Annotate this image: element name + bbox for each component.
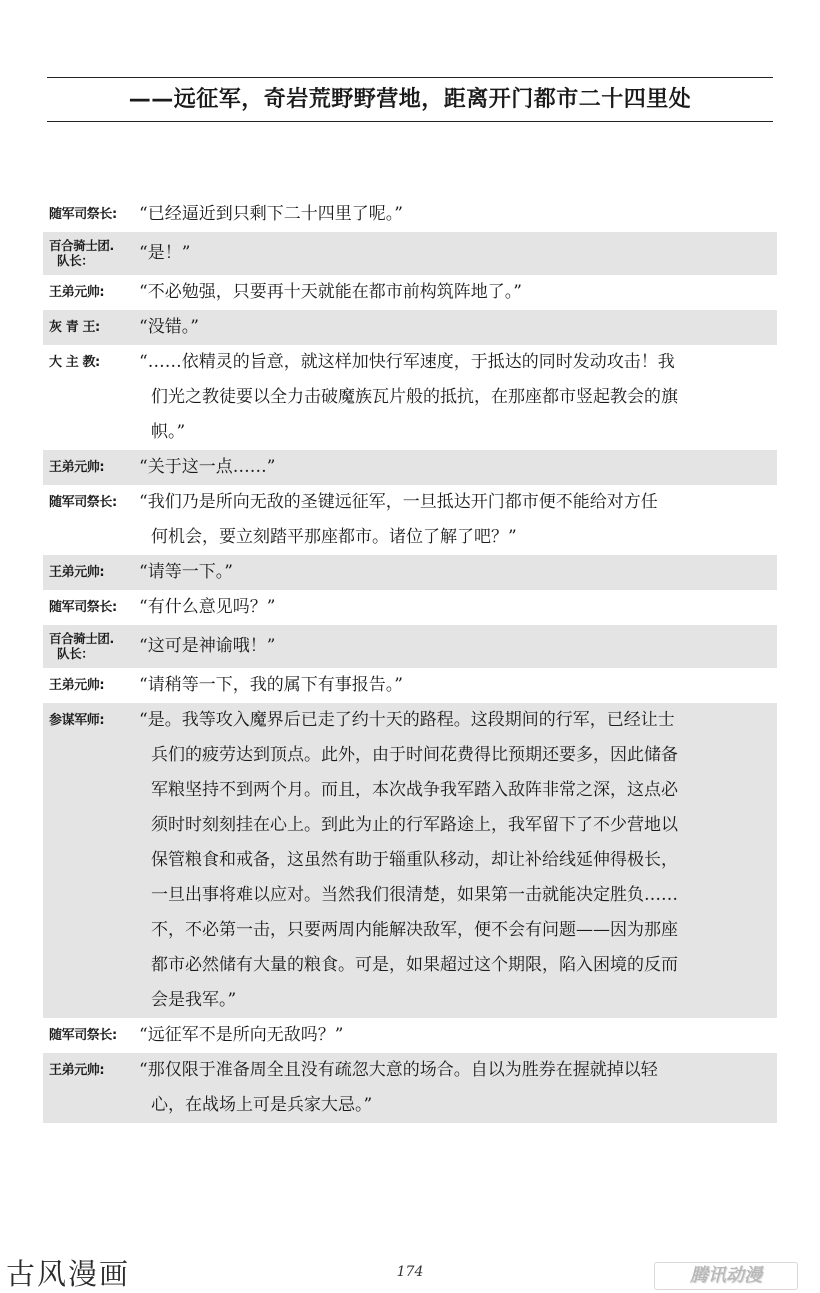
speaker-name-line: 王弟元帅: xyxy=(49,678,105,693)
dialogue-row xyxy=(43,555,777,590)
dialogue-line: “请等一下。” xyxy=(139,562,233,582)
speaker-name-line: 王弟元帅: xyxy=(49,460,105,475)
dialogue-line: “我们乃是所向无敌的圣键远征军，一旦抵达开门都市便不能给对方任 xyxy=(139,492,658,512)
speaker-name xyxy=(49,590,137,625)
dialogue-line: “这可是神谕哦！” xyxy=(139,636,276,656)
speaker-name-line: 百合骑士团. xyxy=(49,238,114,253)
speaker-name-line: 王弟元帅: xyxy=(49,565,105,580)
dialogue-row xyxy=(43,1053,777,1123)
speaker-name xyxy=(49,668,137,703)
dialogue-row xyxy=(43,197,777,232)
speaker-name-line: 随军司祭长: xyxy=(49,495,117,510)
dialogue-row xyxy=(43,668,777,703)
site-logo: 古风漫画 xyxy=(6,1257,131,1291)
dialogue-row xyxy=(43,590,777,625)
dialogue-line: 保管粮食和戒备，这虽然有助于辎重队移动，却让补给线延伸得极长， xyxy=(151,850,678,870)
dialogue-line: 们光之教徒要以全力击破魔族瓦片般的抵抗，在那座都市竖起教会的旗 xyxy=(151,387,678,407)
speaker-name-line: 灰 青 王: xyxy=(49,320,100,335)
dialogue-row xyxy=(43,275,777,310)
speaker-name xyxy=(49,450,137,485)
dialogue-line: 一旦出事将难以应对。当然我们很清楚，如果第一击就能决定胜负…… xyxy=(151,885,678,905)
dialogue-line: 兵们的疲劳达到顶点。此外，由于时间花费得比预期还要多，因此储备 xyxy=(151,745,678,765)
speaker-name-line: 队长： xyxy=(57,646,94,661)
speaker-name xyxy=(49,555,137,590)
dialogue-line: “已经逼近到只剩下二十四里了呢。” xyxy=(139,204,403,224)
speaker-name-line: 队长： xyxy=(57,253,94,268)
dialogue-list xyxy=(43,197,777,1123)
speaker-name-line: 王弟元帅: xyxy=(49,285,105,300)
speaker-name xyxy=(49,275,137,310)
speaker-name xyxy=(49,485,137,520)
dialogue-line: “那仅限于准备周全且没有疏忽大意的场合。自以为胜券在握就掉以轻 xyxy=(139,1060,658,1080)
speaker-name xyxy=(49,345,137,380)
dialogue-line: “请稍等一下，我的属下有事报告。” xyxy=(139,675,403,695)
dialogue-line: “没错。” xyxy=(139,317,199,337)
dialogue-row xyxy=(43,232,777,275)
dialogue-row xyxy=(43,345,777,450)
title-top-rule xyxy=(47,77,773,78)
dialogue-line: “不必勉强，只要再十天就能在都市前构筑阵地了。” xyxy=(139,282,522,302)
dialogue-line: 不，不必第一击，只要两周内能解决敌军，便不会有问题——因为那座 xyxy=(151,920,678,940)
speaker-name-line: 随军司祭长: xyxy=(49,207,117,222)
dialogue-line: “有什么意见吗？” xyxy=(139,597,276,617)
speaker-name-line: 百合骑士团. xyxy=(49,631,114,646)
dialogue-row xyxy=(43,485,777,555)
speaker-name-line: 随军司祭长: xyxy=(49,1028,117,1043)
dialogue-row xyxy=(43,450,777,485)
speaker-name-line: 王弟元帅: xyxy=(49,1063,105,1078)
dialogue-line: 帜。” xyxy=(151,422,186,442)
speaker-name xyxy=(49,310,137,345)
watermark-logo: 腾讯动漫 xyxy=(654,1262,798,1290)
dialogue-line: “是。我等攻入魔界后已走了约十天的路程。这段期间的行军，已经让士 xyxy=(139,710,675,730)
speaker-name xyxy=(49,1053,137,1088)
speaker-name-line: 参谋军师: xyxy=(49,713,105,728)
dialogue-row xyxy=(43,625,777,668)
speaker-name-line: 随军司祭长: xyxy=(49,600,117,615)
dialogue-line: 军粮坚持不到两个月。而且，本次战争我军踏入敌阵非常之深，这点必 xyxy=(151,780,678,800)
speaker-name xyxy=(49,703,137,738)
dialogue-line: “……依精灵的旨意，就这样加快行军速度，于抵达的同时发动攻击！我 xyxy=(139,352,675,372)
dialogue-line: “是！” xyxy=(139,243,191,263)
speaker-name xyxy=(49,625,137,661)
title-bottom-rule xyxy=(47,121,773,122)
page-number: 174 xyxy=(396,1264,424,1280)
dialogue-line: 心，在战场上可是兵家大忌。” xyxy=(151,1095,373,1115)
dialogue-row xyxy=(43,1018,777,1053)
dialogue-row xyxy=(43,703,777,1018)
dialogue-line: 须时时刻刻挂在心上。到此为止的行军路途上，我军留下了不少营地以 xyxy=(151,815,678,835)
dialogue-line: “远征军不是所向无敌吗？” xyxy=(139,1025,344,1045)
speaker-name-line: 大 主 教: xyxy=(49,355,100,370)
dialogue-line: “关于这一点……” xyxy=(139,457,276,477)
dialogue-line: 何机会，要立刻踏平那座都市。诸位了解了吧？” xyxy=(151,527,517,547)
speaker-name xyxy=(49,232,137,268)
chapter-heading: ——远征军，奇岩荒野野营地，距离开门都市二十四里处 xyxy=(128,87,692,112)
dialogue-line: 会是我军。” xyxy=(151,990,237,1010)
dialogue-row xyxy=(43,310,777,345)
speaker-name xyxy=(49,197,137,232)
speaker-name xyxy=(49,1018,137,1053)
dialogue-line: 都市必然储有大量的粮食。可是，如果超过这个期限，陷入困境的反而 xyxy=(151,955,678,975)
